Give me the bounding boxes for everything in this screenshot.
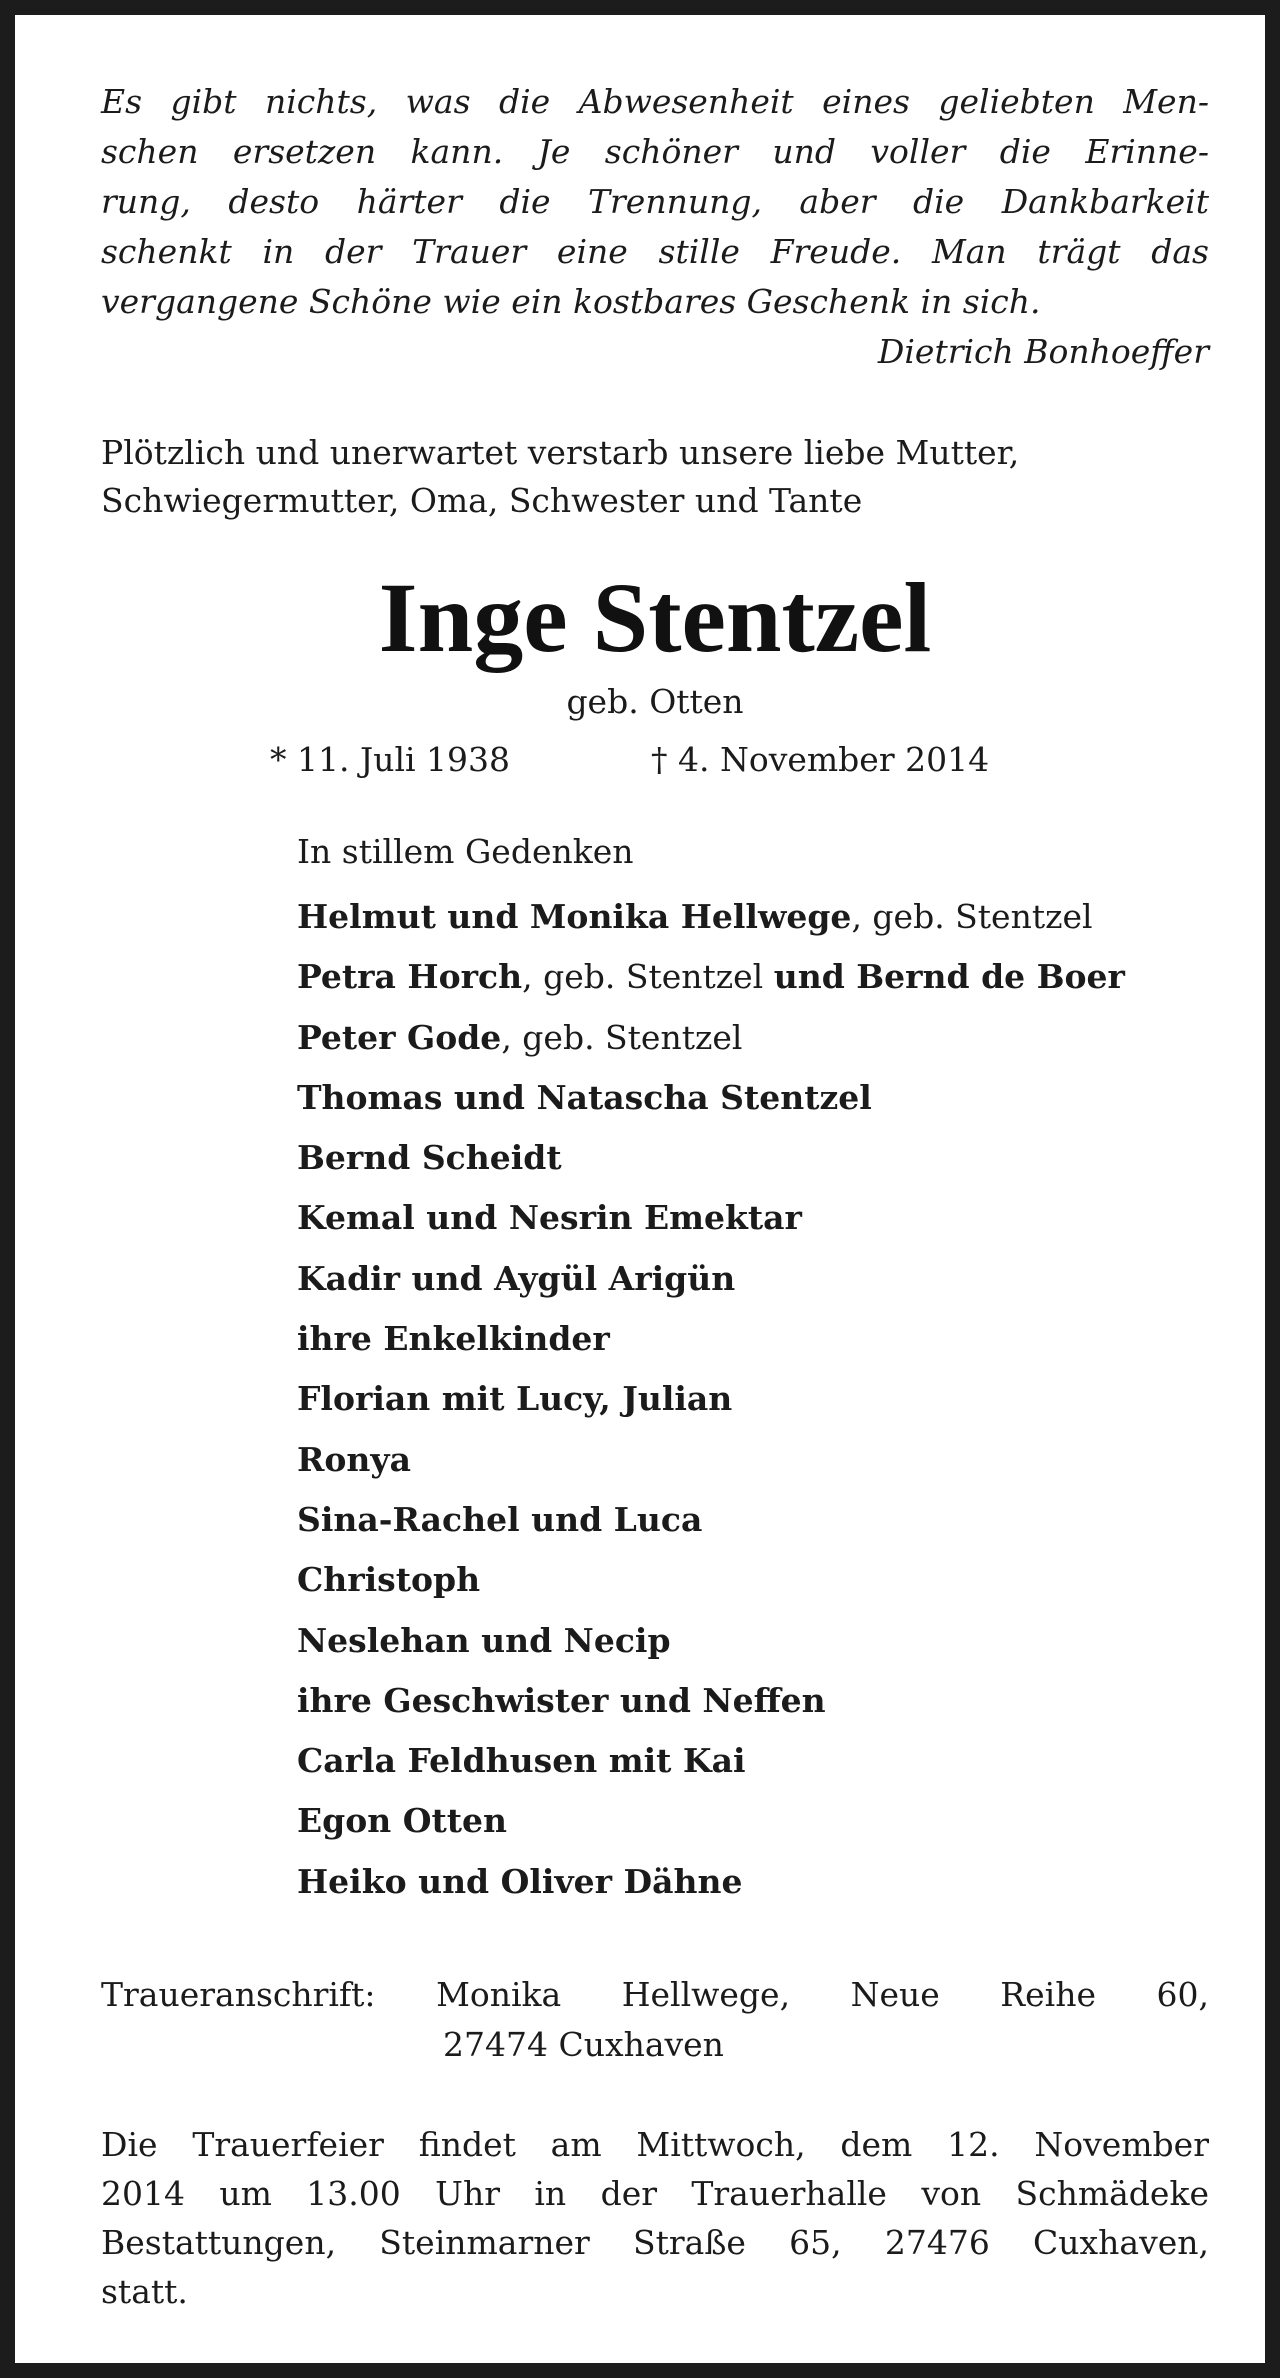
mourners-list bbox=[297, 827, 1237, 1912]
quote-line: vergangene Schöne wie ein kostbares Geschenk in sich. bbox=[101, 282, 1041, 321]
mourner-row bbox=[297, 1008, 1237, 1068]
mourner-row bbox=[297, 1731, 1237, 1791]
mourner-name: und Bernd de Boer bbox=[773, 957, 1125, 997]
intro-line: Schwiegermutter, Oma, Schwester und Tante bbox=[101, 481, 863, 520]
address-word: Monika bbox=[436, 1975, 562, 2014]
mourner-name: Neslehan und Necip bbox=[297, 1620, 671, 1660]
mourner-name: Sina-Rachel und Luca bbox=[297, 1499, 703, 1539]
mourner-name: ihre Enkelkinder bbox=[297, 1319, 610, 1359]
mourner-row bbox=[297, 887, 1237, 947]
mourner-name: Helmut und Monika Hellwege bbox=[297, 897, 852, 936]
mourner-row bbox=[297, 1791, 1237, 1851]
quote-line: Es gibt nichts, was die Abwesenheit eines geliebten Men- bbox=[101, 82, 1209, 121]
mourner-name: Petra Horch bbox=[297, 957, 523, 997]
birth-date: * 11. Juli 1938 bbox=[270, 740, 511, 779]
funeral-info-line: 2014 um 13.00 Uhr in der Trauerhalle von Schmädeke bbox=[101, 2174, 1209, 2213]
death-date: † 4. November 2014 bbox=[651, 740, 990, 779]
mourning-address bbox=[101, 1970, 1209, 2070]
mourner-note: , geb. Stentzel bbox=[522, 957, 774, 997]
mourner-name: Christoph bbox=[297, 1560, 481, 1600]
quote-line: schen ersetzen kann. Je schöner und voller die Erinne- bbox=[101, 132, 1209, 171]
address-word: Hellwege, bbox=[621, 1975, 791, 2014]
address-line bbox=[101, 1970, 1209, 2020]
quote-block bbox=[101, 77, 1209, 377]
deceased-block bbox=[101, 563, 1209, 727]
mourner-row bbox=[297, 1369, 1237, 1429]
mourner-row bbox=[297, 1128, 1237, 1188]
mourner-rows bbox=[297, 887, 1237, 1912]
mourner-note: , geb. Stentzel bbox=[851, 897, 1093, 936]
intro-text bbox=[101, 429, 1209, 525]
mourner-name: Thomas und Natascha Stentzel bbox=[297, 1077, 872, 1117]
quote-author: Dietrich Bonhoeffer bbox=[877, 332, 1209, 371]
mourner-row bbox=[297, 1430, 1237, 1490]
mourner-row bbox=[297, 1188, 1237, 1248]
mourner-name: Kemal und Nesrin Emektar bbox=[297, 1198, 802, 1238]
mourner-row bbox=[297, 1671, 1237, 1731]
mourner-name: Egon Otten bbox=[297, 1801, 507, 1841]
mourner-row bbox=[297, 1611, 1237, 1671]
mourner-row bbox=[297, 1852, 1237, 1912]
mourner-name: Kadir und Aygül Arigün bbox=[297, 1258, 736, 1298]
mourner-row bbox=[297, 947, 1237, 1007]
mourner-name: Carla Feldhusen mit Kai bbox=[297, 1741, 746, 1781]
mourner-row bbox=[297, 1550, 1237, 1610]
deceased-name: Inge Stentzel bbox=[378, 562, 932, 673]
quote-line: rung, desto härter die Trennung, aber die Dankbarkeit bbox=[101, 182, 1209, 221]
mourner-name: Ronya bbox=[297, 1439, 411, 1479]
address-city: 27474 Cuxhaven bbox=[443, 2025, 724, 2064]
mourner-row bbox=[297, 1490, 1237, 1550]
address-label: Traueranschrift: bbox=[101, 1975, 376, 2014]
mourner-name: Bernd Scheidt bbox=[297, 1138, 562, 1178]
address-word: Reihe bbox=[1000, 1975, 1096, 2014]
funeral-info bbox=[101, 2120, 1209, 2316]
mourner-row bbox=[297, 1068, 1237, 1128]
mourner-name: Heiko und Oliver Dähne bbox=[297, 1861, 743, 1901]
address-word: 60, bbox=[1156, 1975, 1209, 2014]
funeral-info-line: Bestattungen, Steinmarner Straße 65, 27476 Cuxhaven, bbox=[101, 2223, 1209, 2262]
mourner-name: Florian mit Lucy, Julian bbox=[297, 1379, 733, 1419]
mourners-intro: In stillem Gedenken bbox=[297, 832, 634, 871]
mourner-name: Peter Gode bbox=[297, 1017, 502, 1057]
mourner-row bbox=[297, 1249, 1237, 1309]
mourner-row bbox=[297, 1309, 1237, 1369]
funeral-info-line: statt. bbox=[101, 2272, 188, 2311]
intro-line: Plötzlich und unerwartet verstarb unsere liebe Mutter, bbox=[101, 433, 1020, 472]
address-word: Neue bbox=[850, 1975, 940, 2014]
birth-name: geb. Otten bbox=[566, 682, 744, 721]
mourner-name: ihre Geschwister und Neffen bbox=[297, 1680, 826, 1720]
quote-line: schenkt in der Trauer eine stille Freude. Man trägt das bbox=[101, 232, 1209, 271]
funeral-info-line: Die Trauerfeier findet am Mittwoch, dem 12. November bbox=[101, 2125, 1209, 2164]
mourner-note: , geb. Stentzel bbox=[501, 1017, 743, 1057]
